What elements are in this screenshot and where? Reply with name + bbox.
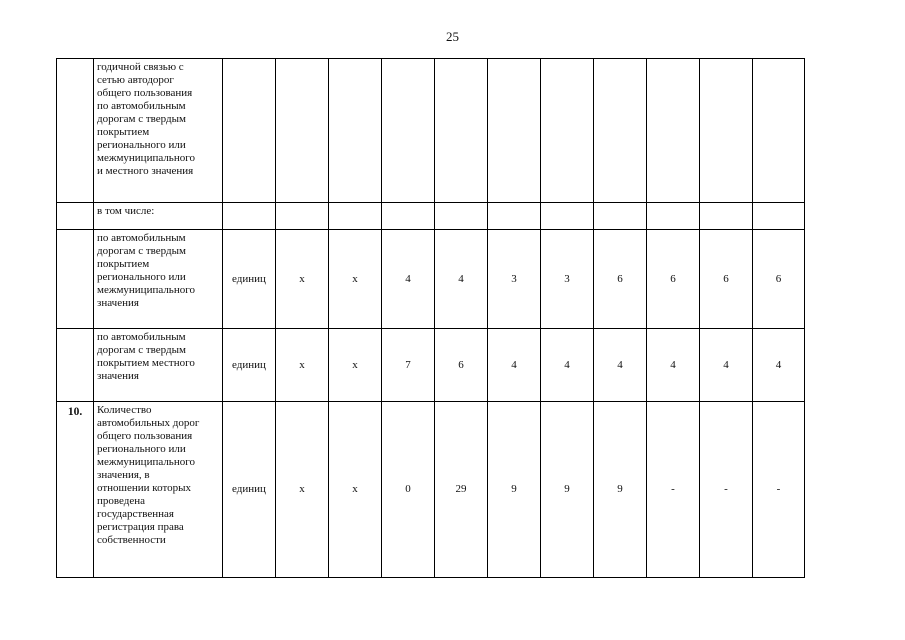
indicator-cell: по автомобильным дорогам с твердым покрытием местного значения <box>94 329 223 402</box>
value-cell <box>700 203 753 230</box>
value-cell: 6 <box>594 230 647 329</box>
value-cell: 0 <box>382 402 435 578</box>
value-cell: х <box>276 402 329 578</box>
table-row <box>57 59 805 203</box>
value-cell <box>329 203 382 230</box>
value-cell: 9 <box>541 402 594 578</box>
row-number-cell: 10. <box>57 402 94 578</box>
value-cell: х <box>329 402 382 578</box>
value-cell: х <box>329 230 382 329</box>
indicator-cell: по автомобильным дорогам с твердым покрытием регионального или межмуниципального значения <box>94 230 223 329</box>
value-cell: 9 <box>488 402 541 578</box>
unit-cell <box>223 59 276 203</box>
unit-cell: единиц <box>223 402 276 578</box>
value-cell: 6 <box>435 329 488 402</box>
table-row <box>57 230 805 329</box>
value-cell <box>435 59 488 203</box>
value-cell: 3 <box>541 230 594 329</box>
value-cell: 4 <box>541 329 594 402</box>
table-row <box>57 329 805 402</box>
value-cell: 4 <box>753 329 805 402</box>
value-cell: 3 <box>488 230 541 329</box>
value-cell <box>435 203 488 230</box>
unit-cell: единиц <box>223 329 276 402</box>
value-cell <box>276 59 329 203</box>
value-cell <box>488 203 541 230</box>
indicators-table <box>56 58 805 578</box>
value-cell: - <box>700 402 753 578</box>
value-cell <box>329 59 382 203</box>
value-cell <box>594 203 647 230</box>
value-cell: 6 <box>753 230 805 329</box>
value-cell <box>647 203 700 230</box>
value-cell <box>541 59 594 203</box>
indicator-cell: Количество автомобильных дорог общего пользования регионального или межмуниципального значения, в отношении которых проведена государственная регистрация права собственности <box>94 402 223 578</box>
value-cell: х <box>276 230 329 329</box>
value-cell: 29 <box>435 402 488 578</box>
value-cell: 6 <box>700 230 753 329</box>
value-cell <box>488 59 541 203</box>
value-cell <box>647 59 700 203</box>
row-number-cell <box>57 329 94 402</box>
value-cell <box>541 203 594 230</box>
unit-cell: единиц <box>223 230 276 329</box>
value-cell: 4 <box>488 329 541 402</box>
value-cell: 4 <box>594 329 647 402</box>
indicator-cell: в том числе: <box>94 203 223 230</box>
value-cell: х <box>329 329 382 402</box>
value-cell: - <box>647 402 700 578</box>
value-cell: 4 <box>647 329 700 402</box>
row-number-cell <box>57 203 94 230</box>
value-cell <box>700 59 753 203</box>
value-cell: х <box>276 329 329 402</box>
table-row <box>57 203 805 230</box>
value-cell <box>753 203 805 230</box>
value-cell: 7 <box>382 329 435 402</box>
value-cell: 6 <box>647 230 700 329</box>
page-number: 25 <box>446 29 459 44</box>
value-cell <box>382 59 435 203</box>
value-cell <box>753 59 805 203</box>
value-cell: 4 <box>435 230 488 329</box>
value-cell <box>382 203 435 230</box>
row-number-cell <box>57 230 94 329</box>
value-cell: 4 <box>382 230 435 329</box>
value-cell: 4 <box>700 329 753 402</box>
row-number-cell <box>57 59 94 203</box>
value-cell <box>276 203 329 230</box>
table-row <box>57 402 805 578</box>
value-cell <box>594 59 647 203</box>
unit-cell <box>223 203 276 230</box>
value-cell: 9 <box>594 402 647 578</box>
indicator-cell: годичной связью с сетью автодорог общего пользования по автомобильным дорогам с твердым покрытием регионального или межмуниципального и местного значения <box>94 59 223 203</box>
value-cell: - <box>753 402 805 578</box>
